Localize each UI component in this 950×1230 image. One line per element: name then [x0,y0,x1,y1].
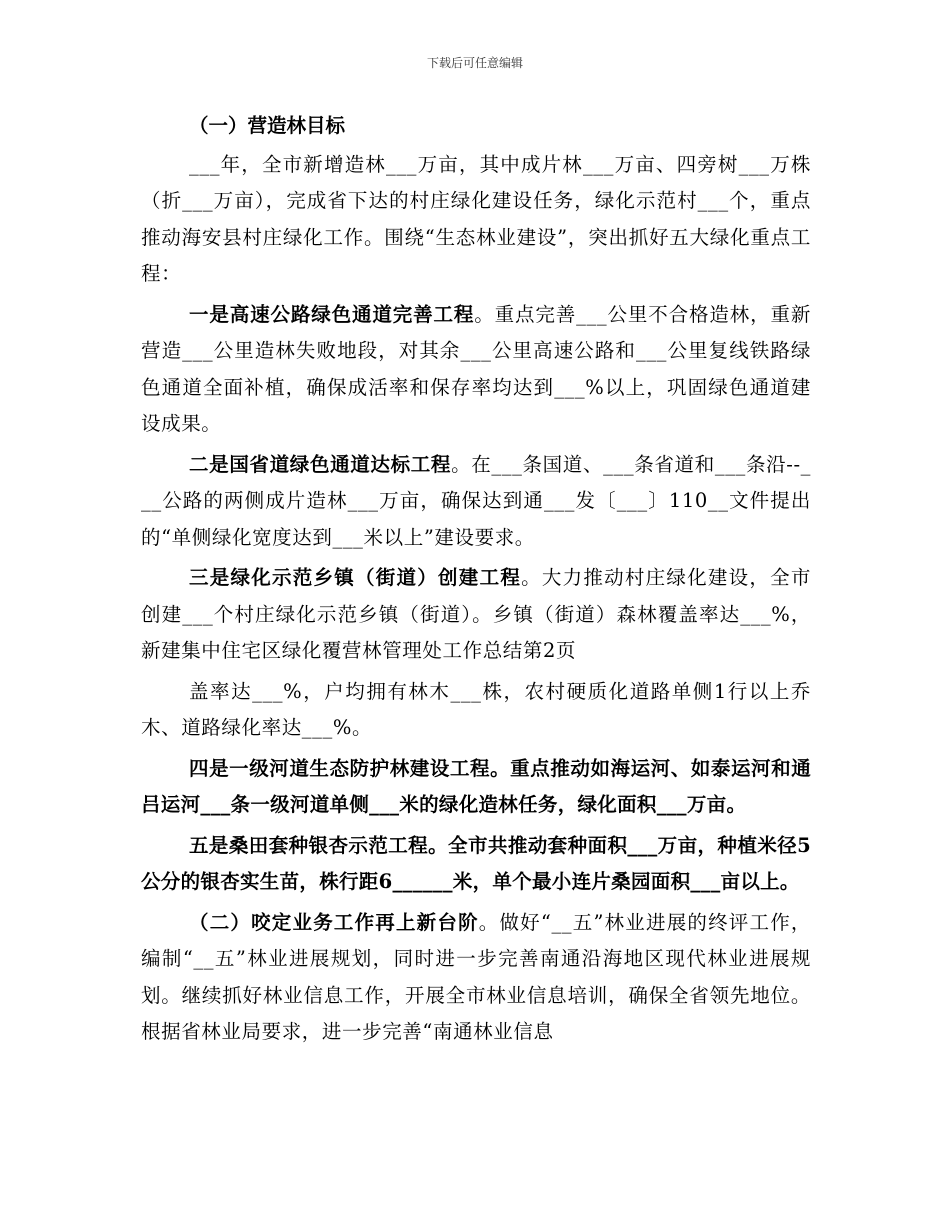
project-3-continued: 盖率达___%，户均拥有林木___株，农村硬质化道路单侧1行以上乔木、道路绿化率达___%。 [141,679,811,739]
project-3-text: 。大力推动村庄绿化建设，全市创建___个村庄绿化示范乡镇（街道）。乡镇（街道）森林覆盖率达___%，新建集中住宅区绿化覆营林管理处工作总结第2页 [141,566,811,662]
section-2-lead: （二）咬定业务工作再上新台阶 [189,910,479,934]
page-header-note: 下载后可任意编辑 [426,56,523,70]
section-2-paragraph [141,905,811,1051]
project-5-paragraph: 五是桑田套种银杏示范工程。全市共推动套种面积___万亩，种植米径5公分的银杏实生苗，株行距6______米，单个最小连片桑园面积___亩以上。 [141,833,811,893]
project-3-lead: 三是绿化示范乡镇（街道）创建工程 [189,566,522,589]
project-3-paragraph [141,560,811,670]
intro-paragraph: ___年，全市新增造林___万亩，其中成片林___万亩、四旁树___万株（折___万亩），完成省下达的村庄绿化建设任务，绿化示范村___个，重点推动海安县村庄绿化工作。围绕“生态林业建设”，突出抓好五大绿化重点工程： [141,152,811,285]
project-1-text: 。重点完善___公里不合格造林，重新营造___公里造林失败地段，对其余___公里高速公路和___公里复线铁路绿色通道全面补植，确保成活率和保存率均达到___%以上，巩固绿色通道建设成果。 [141,302,811,435]
document-body [141,108,811,1055]
project-2-text: 。在___条国道、___条省道和___条沿--___公路的两侧成片造林___万亩，确保达到通___发〔___〕110__文件提出的“单侧绿化宽度达到___米以上”建设要求。 [141,452,812,549]
project-2-paragraph [141,447,811,557]
project-2-lead: 二是国省道绿色通道达标工程 [189,452,452,476]
project-4-paragraph: 四是一级河道生态防护林建设工程。重点推动如海运河、如泰运河和通吕运河___条一级河道单侧___米的绿化造林任务，绿化面积___万亩。 [141,756,811,816]
section-heading: （一）营造林目标 [189,114,346,137]
project-1-paragraph [141,297,811,443]
section-2-text: 。做好“__五”林业进展的终评工作，编制“__五”林业进展规划，同时进一步完善南通沿海地区现代林业进展规划。继续抓好林业信息工作，开展全市林业信息培训，确保全省领先地位。根据省林业局要求，进一步完善“南通林业信息 [141,910,811,1043]
project-1-lead: 一是高速公路绿色通道完善工程 [189,302,475,326]
